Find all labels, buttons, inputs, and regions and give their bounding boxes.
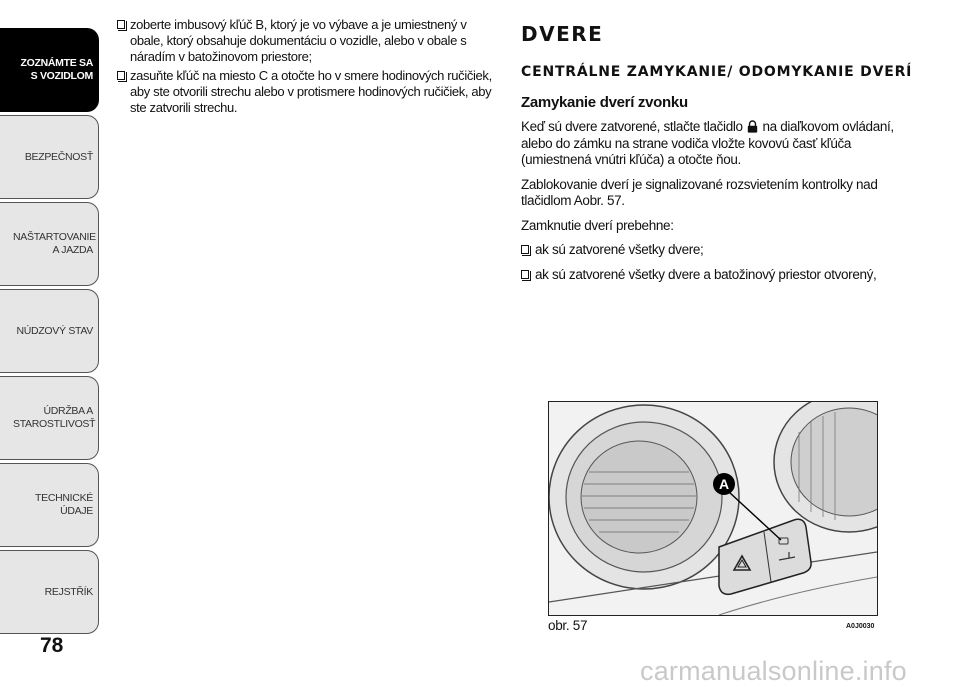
tab-nastartovanie-a-jazda[interactable]: NAŠTARTOVANIE A JAZDA — [0, 202, 99, 286]
figure-caption: obr. 57 — [548, 618, 588, 633]
subsection-title: CENTRÁLNE ZAMYKANIE/ ODOMYKANIE DVERÍ — [521, 64, 913, 80]
tab-rejstrik[interactable]: REJSTŘÍK — [0, 550, 99, 634]
list-item: zoberte imbusový kľúč B, ktorý je vo výbave a je umiestnený v obale, ktorý obsahuje dokumentáciu o vozidle, alebo v obale s náradím v batožinovom priestore; — [117, 17, 497, 65]
page-number: 78 — [40, 634, 64, 657]
figure-code: A0J0030 — [846, 623, 875, 630]
bullet-box-icon — [117, 71, 125, 80]
bullet-box-icon — [117, 20, 125, 29]
paragraph-conditions: Zamknutie dverí prebehne: — [521, 217, 674, 233]
tab-zoznamte-sa-s-vozidlom[interactable]: ZOZNÁMTE SA S VOZIDLOM — [0, 28, 99, 112]
list-item: zasuňte kľúč na miesto C a otočte ho v smere hodinových ručičiek, aby ste otvorili strechu alebo v protismere hodinových ručičiek, aby ste zatvorili strechu. — [117, 68, 497, 116]
list-item: ak sú zatvorené všetky dvere; — [521, 242, 921, 259]
tab-technicke-udaje[interactable]: TECHNICKÉ ÚDAJE — [0, 463, 99, 547]
list-item: ak sú zatvorené všetky dvere a batožinový priestor otvorený, — [521, 267, 921, 284]
right-column — [521, 22, 921, 291]
tab-bezpecnost[interactable]: BEZPEČNOSŤ — [0, 115, 99, 199]
left-column — [117, 17, 497, 119]
lock-icon — [747, 120, 758, 133]
marker-a-label: A — [718, 476, 730, 492]
bullet-box-icon — [521, 245, 529, 254]
subheading: Zamykanie dverí zvonku — [521, 94, 688, 111]
section-title: DVERE — [521, 22, 604, 46]
dashboard-illustration — [549, 402, 877, 615]
paragraph-unlock: Keď sú dvere zatvorené, stlačte tlačidlo na diaľkovom ovládaní, alebo do zámku na strane vodiča vložte kovovú časť kľúča (umiestnená vnútri kľúča) a otočte ňou. — [521, 119, 894, 167]
bullet-box-icon — [521, 270, 529, 279]
tab-udrzba-a-starostlivost[interactable]: ÚDRŽBA A STAROSTLIVOSŤ — [0, 376, 99, 460]
watermark: carmanualsonline.info — [640, 656, 907, 686]
figure-dashboard-button — [548, 401, 878, 616]
paragraph-indicator: Zablokovanie dverí je signalizované rozsvietením kontrolky nad tlačidlom Aobr. 57. — [521, 176, 878, 208]
tab-nudzovy-stav[interactable]: NÚDZOVÝ STAV — [0, 289, 99, 373]
